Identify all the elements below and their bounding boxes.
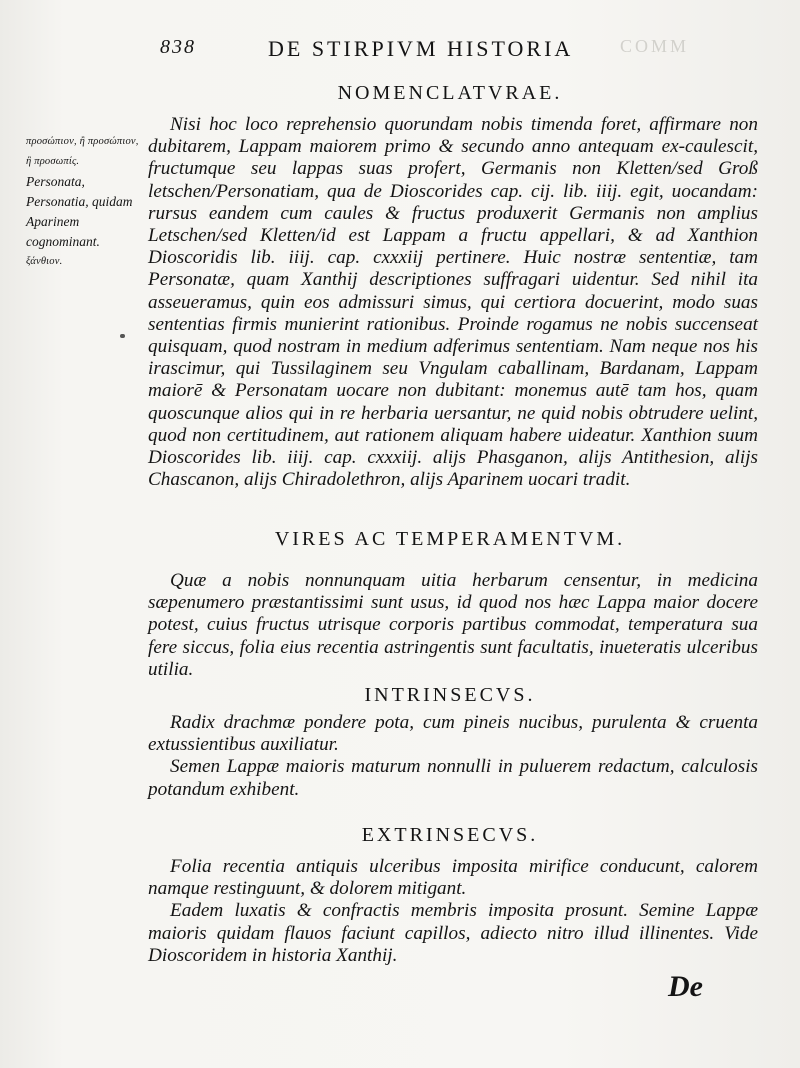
heading-vires: VIRES AC TEMPERAMENTVM. bbox=[274, 528, 626, 550]
section-vires bbox=[148, 570, 758, 681]
paragraph: Semen Lappæ maioris maturum nonnulli in puluerem redactum, calculosis potandum exhibent. bbox=[148, 756, 758, 800]
running-title: DE STIRPIVM HISTORIA bbox=[268, 36, 574, 61]
section-intrinsecus bbox=[148, 712, 758, 801]
heading-nomenclaturae: NOMENCLATVRAE. bbox=[337, 82, 563, 104]
paragraph: Eadem luxatis & confractis membris imposita prosunt. Semine Lappæ maioris quidam flauos faciunt capillos, adiecto nitro illud illinentes. Vide Dioscoridem in historia Xanthij. bbox=[148, 900, 758, 966]
marginal-note bbox=[26, 132, 144, 272]
paragraph: Folia recentia antiquis ulceribus imposita mirifice conducunt, calorem namque restinguunt, & dolorem mitigant. bbox=[148, 856, 758, 900]
section-extrinsecus bbox=[148, 856, 758, 967]
running-head bbox=[160, 36, 780, 66]
heading-intrinsecus: INTRINSECVS. bbox=[364, 684, 536, 706]
marginal-greek-term: προσώπιον, ἢ προσώπιον, ἢ προσωπίς. bbox=[26, 136, 139, 167]
marginal-greek-xanthion: ξάνθιον. bbox=[26, 256, 63, 267]
ink-spot bbox=[120, 334, 125, 338]
bleed-through-text: COMM bbox=[620, 36, 690, 56]
catchword: De bbox=[668, 970, 703, 1003]
paragraph: Nisi hoc loco reprehensio quorundam nobis timenda foret, affirmare non dubitarem, Lappam maiorem primo & secundo anno antequam ex-caulescit, fructumque seu lappas suas profert, Germanis non Kletten/sed Groß letschen/Personatiam, qua de Dioscorides cap. cij. lib. iiij. egit, uocandam: rursus eandem cum caules & fructus produxerit Germanis non amplius Letschen/sed Kletten/id est Lappam a fructu appellari, & ad Xanthion Dioscoridis lib. iiij. cap. cxxxiij pertinere. Huic nostræ sententiæ, tam Personatæ, quam Xanthij descriptiones suffragari uidentur. Sed nihil ita asseueramus, quin eos admissuri simus, qui certiora docuerint, modo suas sententias firmis munierint rationibus. Proinde rogamus ne nobis succenseat quisquam, quod nostram in medium adferimus sententiam. Nam neque nos his irascimur, qui Tussilaginem seu Vngulam caballinam, Bardanam, Lappam maiorē & Personatam uocare non dubitant: monemus autē tam hos, quam quoscunque alios qui in re herbaria uersantur, ne quid nobis obtrudere uelint, quod non certitudinem, aut rationem aliquam habere uideatur. Xanthion suum Dioscorides lib. iiij. cap. cxxxiij. alijs Phasganon, alijs Antithesion, alijs Chascanon, alijs Chiradolethron, alijs Aparinem uocari tradit. bbox=[148, 114, 758, 491]
paragraph: Quæ a nobis nonnunquam uitia herbarum censentur, in medicina sæpenumero præstantissimi sunt usus, id quod nos hæc Lappa maior docere potest, cuius fructus utrisque corporis partibus commodat, temperatura sua fere siccus, folia eius recentia astringentis sunt facultatis, inueteratis ulceribus utilia. bbox=[148, 570, 758, 680]
marginal-latin-note: Personata, Personatia, quidam Aparinem cognominant. bbox=[26, 174, 133, 249]
section-nomenclaturae bbox=[148, 114, 758, 491]
heading-extrinsecus: EXTRINSECVS. bbox=[361, 824, 539, 846]
page-number: 838 bbox=[160, 36, 196, 58]
paragraph: Radix drachmæ pondere pota, cum pineis nucibus, purulenta & cruenta extussientibus auxiliatur. bbox=[148, 712, 758, 756]
